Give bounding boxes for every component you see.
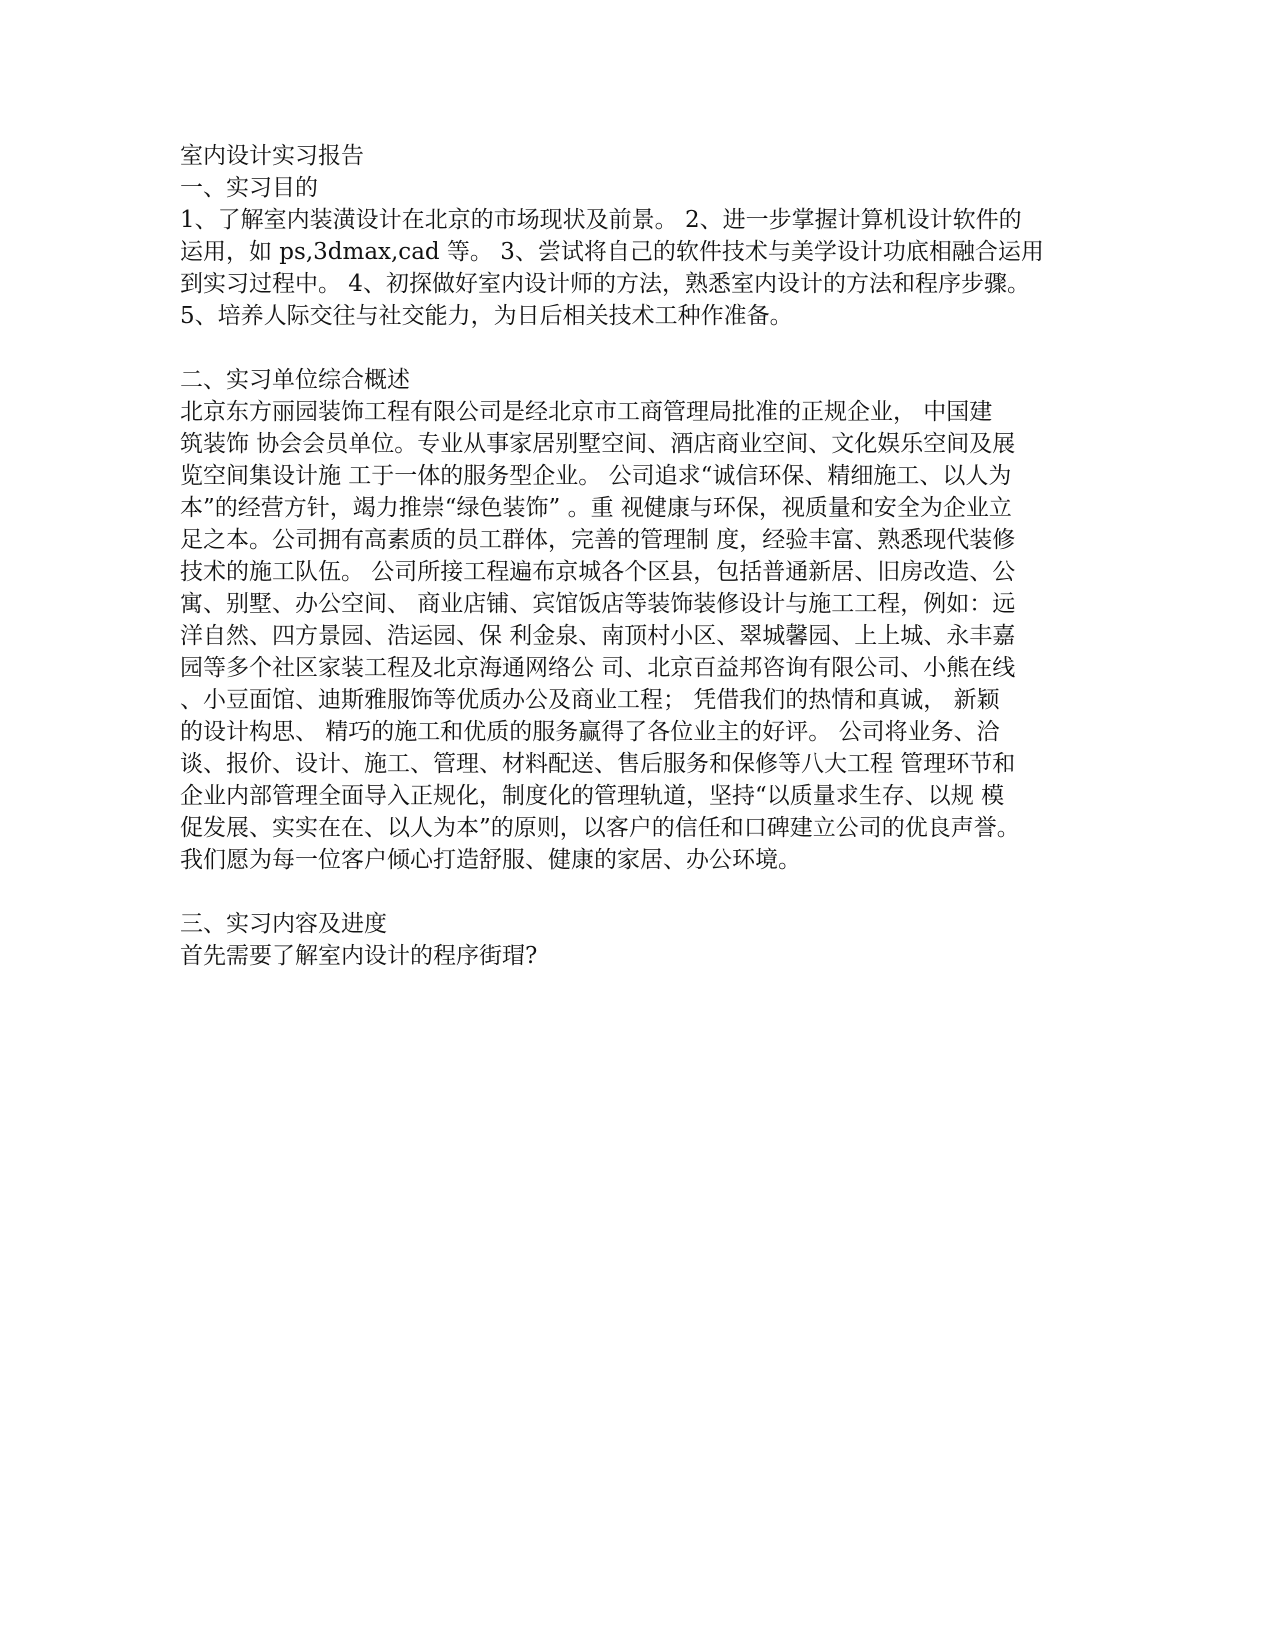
section-1-line: 1、了解室内装潢设计在北京的市场现状及前景。 2、进一步掌握计算机设计软件的 bbox=[180, 207, 1022, 233]
paragraph-spacer bbox=[180, 876, 1100, 908]
section-2-line: 览空间集设计施 工于一体的服务型企业。 公司追求“诚信环保、精细施工、以人为 bbox=[180, 463, 1012, 489]
section-1-line: 5、培养人际交往与社交能力，为日后相关技术工种作准备。 bbox=[180, 303, 793, 329]
section-2-line: 、小豆面馆、迪斯雅服饰等优质办公及商业工程； 凭借我们的热情和真诚， 新颖 bbox=[180, 687, 1000, 713]
section-2-line: 本”的经营方针，竭力推崇“绿色装饰” 。重 视健康与环保，视质量和安全为企业立 bbox=[180, 495, 1012, 521]
document-body bbox=[180, 140, 1100, 972]
section-2-line: 园等多个社区家装工程及北京海通网络公 司、北京百益邦咨询有限公司、小熊在线 bbox=[180, 655, 1016, 681]
section-2-line: 的设计构思、 精巧的施工和优质的服务赢得了各位业主的好评。 公司将业务、洽 bbox=[180, 719, 1000, 745]
document-title: 室内设计实习报告 bbox=[180, 143, 364, 169]
section-2-line: 我们愿为每一位客户倾心打造舒服、健康的家居、办公环境。 bbox=[180, 847, 801, 873]
section-2-line: 寓、别墅、办公空间、 商业店铺、宾馆饭店等装饰装修设计与施工工程，例如：远 bbox=[180, 591, 1016, 617]
section-2-line: 足之本。公司拥有高素质的员工群体，完善的管理制 度，经验丰富、熟悉现代装修 bbox=[180, 527, 1016, 553]
section-2-line: 促发展、实实在在、以人为本”的原则，以客户的信任和口碑建立公司的优良声誉。 bbox=[180, 815, 1020, 841]
section-2-line: 企业内部管理全面导入正规化，制度化的管理轨道，坚持“以质量求生存、以规 模 bbox=[180, 783, 1005, 809]
section-2-line: 谈、报价、设计、施工、管理、材料配送、售后服务和保修等八大工程 管理环节和 bbox=[180, 751, 1016, 777]
section-2-line: 洋自然、四方景园、浩运园、保 利金泉、南顶村小区、翠城馨园、上上城、永丰嘉 bbox=[180, 623, 1016, 649]
section-1-line: 到实习过程中。 4、初探做好室内设计师的方法，熟悉室内设计的方法和程序步骤。 bbox=[180, 271, 1030, 297]
section-3-heading: 三、实习内容及进度 bbox=[180, 911, 387, 937]
section-2-line: 筑装饰 协会会员单位。专业从事家居别墅空间、酒店商业空间、文化娱乐空间及展 bbox=[180, 431, 1016, 457]
section-1-line: 运用，如 ps,3dmax,cad 等。 3、尝试将自己的软件技术与美学设计功底相融合运用 bbox=[180, 239, 1044, 265]
section-2-line: 北京东方丽园装饰工程有限公司是经北京市工商管理局批准的正规企业， 中国建 bbox=[180, 399, 993, 425]
paragraph-spacer bbox=[180, 332, 1100, 364]
section-2-line: 技术的施工队伍。 公司所接工程遍布京城各个区县，包括普通新居、旧房改造、公 bbox=[180, 559, 1016, 585]
section-3-line: 首先需要了解室内设计的程序街瑁? bbox=[180, 943, 538, 969]
section-1-heading: 一、实习目的 bbox=[180, 175, 318, 201]
section-2-heading: 二、实习单位综合概述 bbox=[180, 367, 410, 393]
